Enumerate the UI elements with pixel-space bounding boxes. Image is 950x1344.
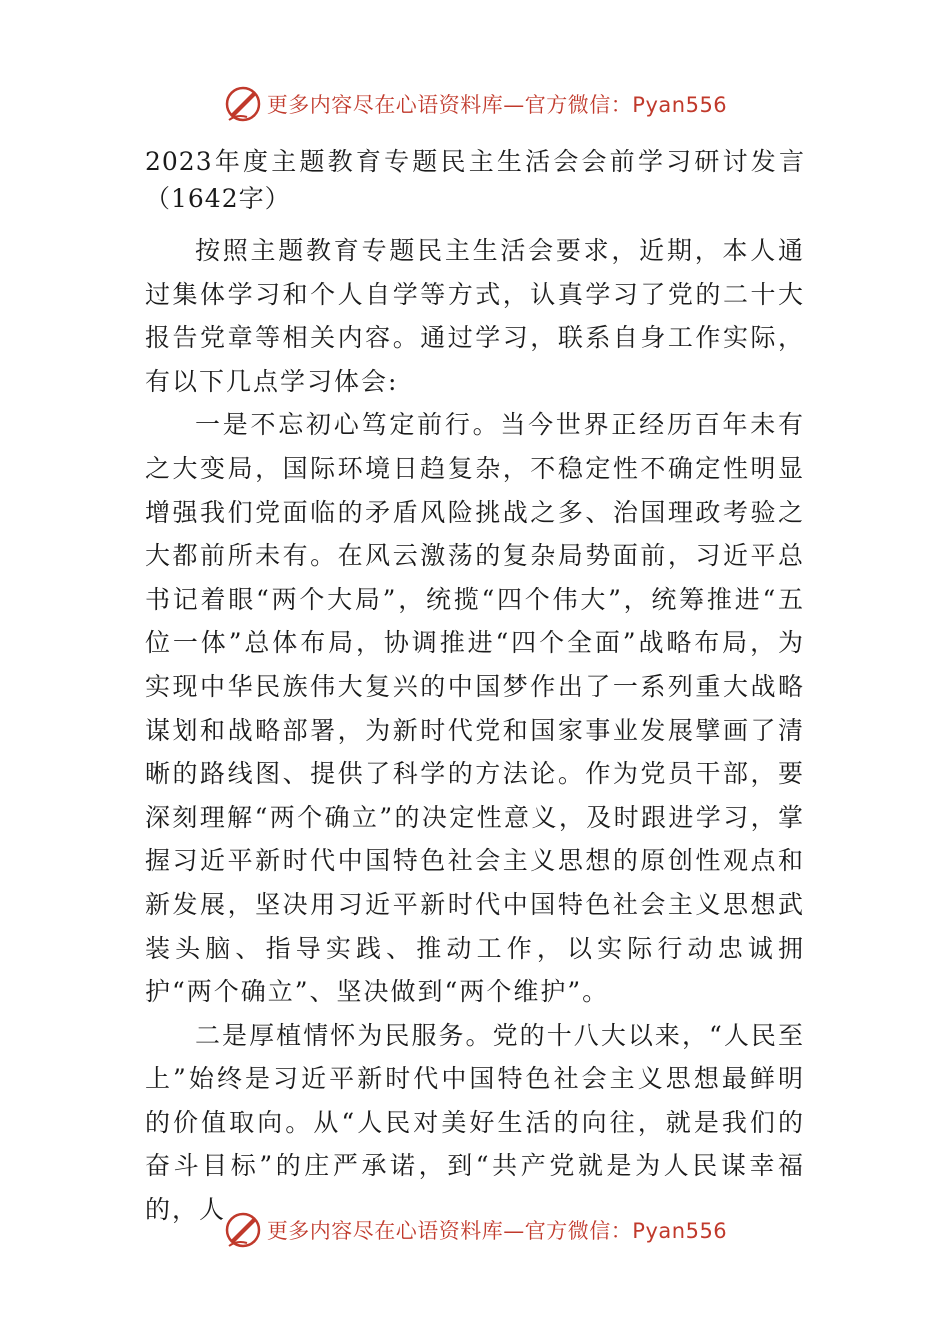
footer-banner [0, 1208, 950, 1252]
pen-logo-icon [223, 1210, 263, 1250]
paragraph-point-one: 一是不忘初心笃定前行。当今世界正经历百年未有之大变局，国际环境日趋复杂，不稳定性不确定性明显增强我们党面临的矛盾风险挑战之多、治国理政考验之大都前所未有。在风云激荡的复杂局势面前，习近平总书记着眼“两个大局”，统揽“四个伟大”，统筹推进“五位一体”总体布局，协调推进“四个全面”战略布局，为实现中华民族伟大复兴的中国梦作出了一系列重大战略谋划和战略部署，为新时代党和国家事业发展擘画了清晰的路线图、提供了科学的方法论。作为党员干部，要深刻理解“两个确立”的决定性意义，及时跟进学习，掌握习近平新时代中国特色社会主义思想的原创性观点和新发展，坚决用习近平新时代中国特色社会主义思想武装头脑、指导实践、推动工作，以实际行动忠诚拥护“两个确立”、坚决做到“两个维护”。 [145, 410, 805, 1007]
header-banner [0, 82, 950, 126]
paragraph-intro: 按照主题教育专题民主生活会要求，近期，本人通过集体学习和个人自学等方式，认真学习了党的二十大报告党章等相关内容。通过学习，联系自身工作实际，有以下几点学习体会: [145, 236, 805, 396]
banner-text: 更多内容尽在心语资料库—官方微信：Pyan556 [266, 1219, 728, 1243]
document-body [145, 143, 805, 1232]
document-title: 2023年度主题教育专题民主生活会会前学习研讨发言 [145, 147, 805, 176]
paragraph-point-two: 二是厚植情怀为民服务。党的十八大以来，“人民至上”始终是习近平新时代中国特色社会主义思想最鲜明的价值取向。从“人民对美好生活的向往，就是我们的奋斗目标”的庄严承诺，到“共产党就是为人民谋幸福的，人 [145, 1020, 805, 1225]
banner-text: 更多内容尽在心语资料库—官方微信：Pyan556 [266, 93, 728, 117]
document-subtitle: （1642字） [145, 184, 291, 213]
pen-logo-icon [223, 84, 263, 124]
